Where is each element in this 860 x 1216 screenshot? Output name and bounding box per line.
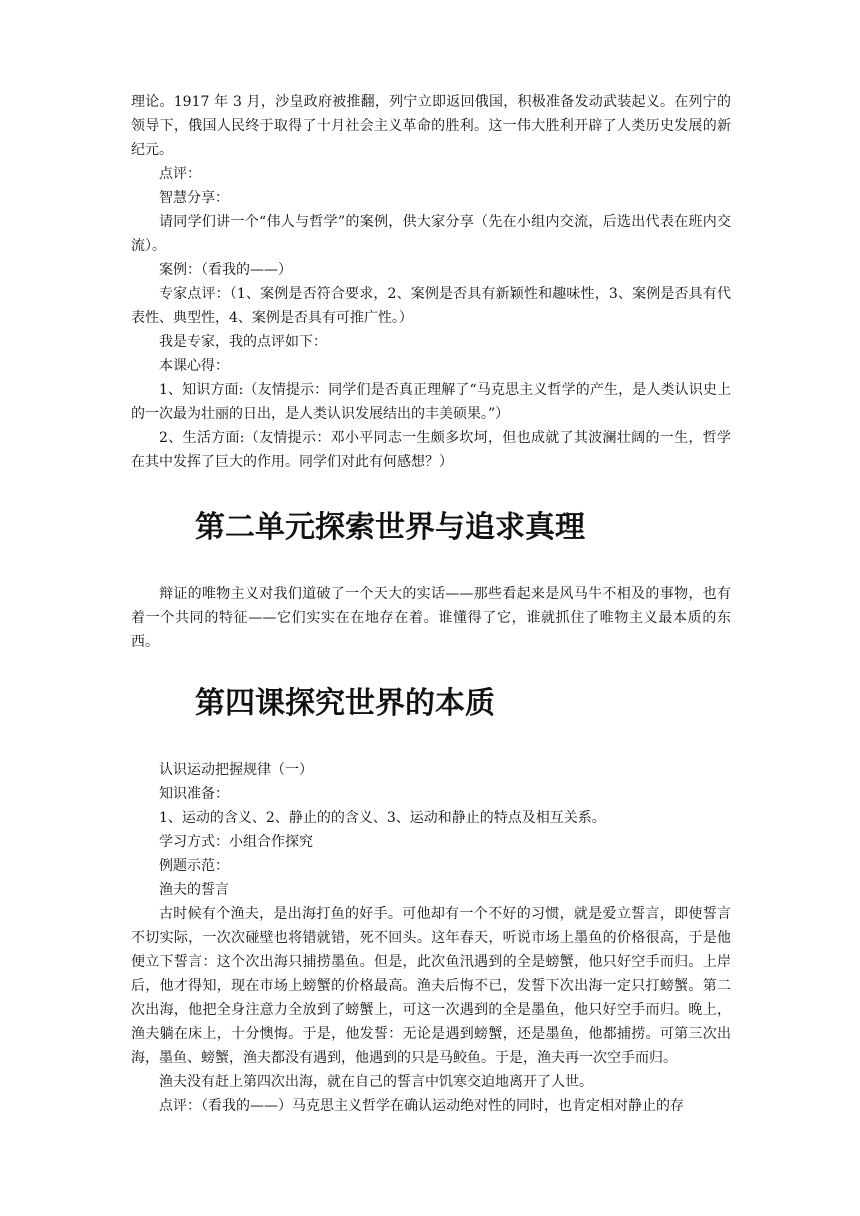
intro-section [131, 90, 731, 474]
paragraph: 知识准备： [159, 786, 229, 802]
paragraph: 1、知识方面:（友情提示：同学们是否真正理解了“马克思主义哲学的产生，是人类认识史上的一次最为壮丽的日出，是人类认识发展结出的丰美硕果。”） [131, 382, 731, 422]
lesson-heading: 第四课探究世界的本质 [195, 686, 495, 721]
paragraph: 智慧分享： [159, 190, 229, 206]
paragraph: 专家点评：（1、案例是否符合要求，2、案例是否具有新颖性和趣味性，3、案例是否具有代表性、典型性，4、案例是否具有可推广性。） [131, 286, 731, 326]
paragraph: 点评：（看我的——）马克思主义哲学在确认运动绝对性的同时，也肯定相对静止的存 [159, 1098, 684, 1114]
paragraph: 1、运动的含义、2、静止的的含义、3、运动和静止的特点及相互关系。 [159, 810, 606, 826]
paragraph: 认识运动把握规律（一） [159, 762, 313, 778]
paragraph: 渔夫的誓言 [159, 882, 229, 898]
document-page [131, 90, 731, 1118]
paragraph: 学习方式：小组合作探究 [159, 834, 313, 850]
lesson-section [131, 758, 731, 1118]
unit-intro-paragraph: 辩证的唯物主义对我们道破了一个天大的实话——那些看起来是风马牛不相及的事物，也有着一个共同的特征——它们实实在在地存在着。谁懂得了它，谁就抓住了唯物主义最本质的东西。 [131, 586, 731, 650]
paragraph: 请同学们讲一个“伟人与哲学”的案例，供大家分享（先在小组内交流，后选出代表在班内交流）。 [131, 214, 731, 254]
paragraph: 例题示范： [159, 858, 229, 874]
paragraph: 案例：（看我的——） [159, 262, 292, 278]
paragraph: 本课心得： [159, 358, 229, 374]
paragraph: 2、生活方面:（友情提示：邓小平同志一生颇多坎坷，但也成就了其波澜壮阔的一生，哲学在其中发挥了巨大的作用。同学们对此有何感想？） [131, 430, 731, 470]
unit-heading: 第二单元探索世界与追求真理 [195, 510, 585, 545]
paragraph: 理论。1917 年 3 月，沙皇政府被推翻，列宁立即返回俄国，积极准备发动武装起义。在列宁的领导下，俄国人民终于取得了十月社会主义革命的胜利。这一伟大胜利开辟了人类历史发展的新纪元。 [131, 94, 731, 158]
paragraph: 古时候有个渔夫，是出海打鱼的好手。可他却有一个不好的习惯，就是爱立誓言，即使誓言不切实际，一次次碰壁也将错就错，死不回头。这年春天，听说市场上墨鱼的价格很高，于是他便立下誓言：这个次出海只捕捞墨鱼。但是，此次鱼汛遇到的全是螃蟹，他只好空手而归。上岸后，他才得知，现在市场上螃蟹的价格最高。渔夫后悔不已，发誓下次出海一定只打螃蟹。第二次出海，他把全身注意力全放到了螃蟹上，可这一次遇到的全是墨鱼，他只好空手而归。晚上，渔夫躺在床上，十分懊悔。于是，他发誓：无论是遇到螃蟹，还是墨鱼，他都捕捞。可第三次出海，墨鱼、螃蟹，渔夫都没有遇到，他遇到的只是马鲛鱼。于是，渔夫再一次空手而归。 [131, 906, 731, 1066]
paragraph: 渔夫没有赶上第四次出海，就在自己的誓言中饥寒交迫地离开了人世。 [159, 1074, 593, 1090]
paragraph: 我是专家，我的点评如下： [159, 334, 327, 350]
paragraph: 点评： [159, 166, 201, 182]
